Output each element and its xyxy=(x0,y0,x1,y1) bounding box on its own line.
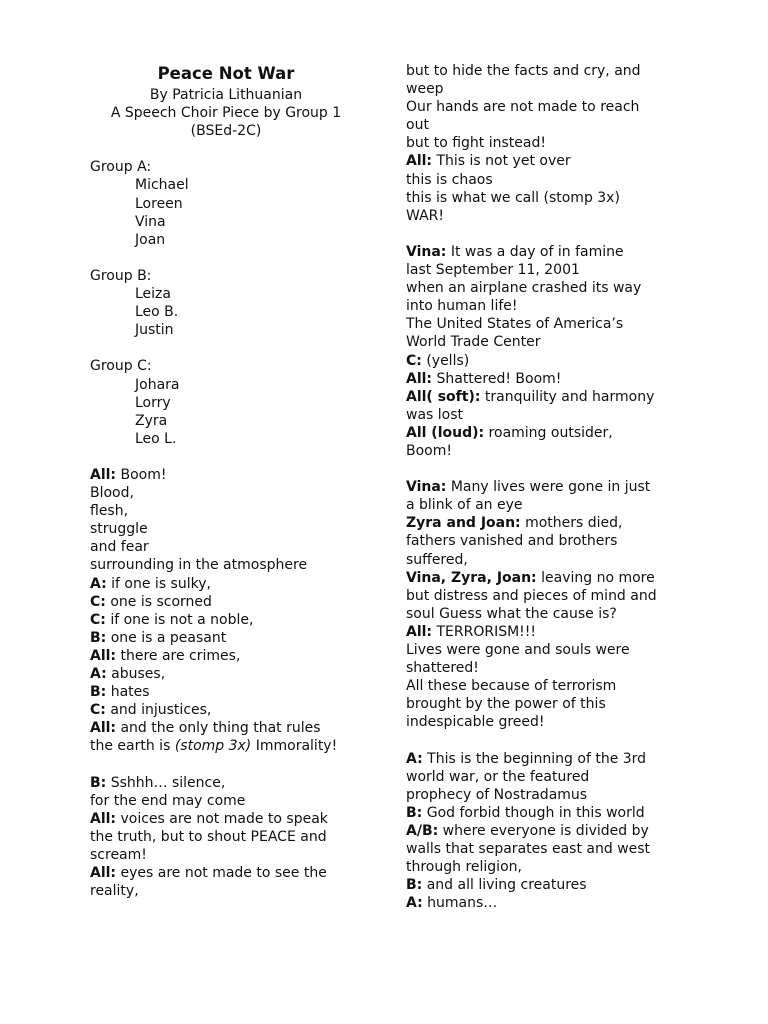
speaker-label: B: xyxy=(90,629,107,646)
line-text: the truth, but to shout PEACE and xyxy=(90,828,327,845)
script-line xyxy=(406,424,688,442)
left-script-block xyxy=(90,466,362,737)
document-title: Peace Not War xyxy=(157,64,295,83)
script-line xyxy=(406,388,688,406)
script-line xyxy=(90,538,362,556)
script-line xyxy=(406,496,688,514)
group-c-member: Lorry xyxy=(135,394,171,411)
script-line xyxy=(90,864,362,882)
script-line xyxy=(406,822,688,840)
speaker-label: B: xyxy=(406,804,423,821)
line-text: Boom! xyxy=(406,442,452,459)
script-line xyxy=(406,804,688,822)
script-line xyxy=(90,593,362,611)
script-line xyxy=(406,623,688,641)
group-c-member: Leo L. xyxy=(135,430,177,447)
script-line xyxy=(90,683,362,701)
script-line xyxy=(406,333,688,351)
line-text: World Trade Center xyxy=(406,334,541,351)
group-c-label: Group C: xyxy=(90,358,152,375)
line-text: but distress and pieces of mind and xyxy=(406,587,657,604)
script-line xyxy=(90,774,362,792)
line-text: out xyxy=(406,117,429,134)
text-run: the earth is xyxy=(90,738,175,755)
group-a-member: Michael xyxy=(135,177,189,194)
script-line xyxy=(406,677,688,695)
speaker-label: All: xyxy=(406,153,433,170)
script-line xyxy=(406,116,688,134)
line-text: when an airplane crashed its way xyxy=(406,280,642,297)
spacer xyxy=(90,448,362,466)
speaker-label: All: xyxy=(90,810,117,827)
group-b-member: Leiza xyxy=(135,286,171,303)
script-line xyxy=(406,152,688,170)
line-text: if one is sulky, xyxy=(106,575,211,592)
spacer xyxy=(406,225,688,243)
text-run: Immorality! xyxy=(251,738,338,755)
script-line xyxy=(90,882,362,900)
line-text: through religion, xyxy=(406,859,522,876)
line-text: It was a day of in famine xyxy=(446,243,624,260)
script-line xyxy=(406,370,688,388)
line-text: Blood, xyxy=(90,485,134,502)
line-text: and the only thing that rules xyxy=(116,720,321,737)
speaker-label: A/B: xyxy=(406,822,439,839)
line-text: God forbid though in this world xyxy=(422,804,645,821)
right-column xyxy=(406,62,688,912)
line-text: for the end may come xyxy=(90,792,246,809)
line-text: struggle xyxy=(90,521,148,538)
script-line xyxy=(90,629,362,647)
script-line xyxy=(90,665,362,683)
speaker-label: C: xyxy=(90,702,106,719)
line-text: and injustices, xyxy=(105,702,212,719)
line-text: This is not yet over xyxy=(432,153,571,170)
speaker-label: B: xyxy=(90,774,107,791)
script-line xyxy=(90,556,362,574)
line-text: shattered! xyxy=(406,660,479,677)
speaker-label: All: xyxy=(90,647,117,664)
line-text: where everyone is divided by xyxy=(438,822,649,839)
group-b-label: Group B: xyxy=(90,267,152,284)
script-line xyxy=(90,701,362,719)
script-line xyxy=(90,484,362,502)
script-line xyxy=(406,297,688,315)
script-line xyxy=(406,605,688,623)
speaker-label: All: xyxy=(406,370,433,387)
line-text: soul Guess what the cause is? xyxy=(406,605,617,622)
group-c-member: Johara xyxy=(135,376,180,393)
script-line xyxy=(406,243,688,261)
line-text: Boom! xyxy=(116,466,167,483)
line-text: tranquility and harmony xyxy=(480,388,655,405)
script-line xyxy=(90,575,362,593)
line-text: brought by the power of this xyxy=(406,696,606,713)
line-text: scream! xyxy=(90,846,147,863)
group-b-member: Leo B. xyxy=(135,304,179,321)
script-line xyxy=(406,641,688,659)
left-script-block-2 xyxy=(90,774,362,901)
script-line xyxy=(406,62,688,80)
script-line xyxy=(90,611,362,629)
script-line xyxy=(406,894,688,912)
script-line xyxy=(406,840,688,858)
script-line xyxy=(406,876,688,894)
script-line xyxy=(406,713,688,731)
script-line xyxy=(406,80,688,98)
script-line xyxy=(406,478,688,496)
line-text: walls that separates east and west xyxy=(406,841,651,858)
line-text: if one is not a noble, xyxy=(105,611,254,628)
script-line xyxy=(406,279,688,297)
line-text: humans… xyxy=(422,895,498,912)
spacer xyxy=(406,731,688,749)
group-a-label: Group A: xyxy=(90,159,152,176)
script-line xyxy=(90,520,362,538)
script-line xyxy=(406,750,688,768)
script-line xyxy=(406,442,688,460)
group-b-member: Justin xyxy=(135,322,174,339)
script-line xyxy=(406,768,688,786)
script-line xyxy=(406,695,688,713)
script-line xyxy=(90,737,362,755)
speaker-label: A: xyxy=(406,895,423,912)
spacer xyxy=(90,249,362,267)
speaker-label: All (loud): xyxy=(406,424,485,441)
line-text: leaving no more xyxy=(536,569,655,586)
script-line xyxy=(406,352,688,370)
line-text: Lives were gone and souls were xyxy=(406,642,630,658)
line-text: reality, xyxy=(90,883,139,900)
group-c-member: Zyra xyxy=(135,412,168,429)
speaker-label: C: xyxy=(90,611,106,628)
line-text: (yells) xyxy=(421,352,470,369)
line-text: The United States of America’s xyxy=(406,316,624,333)
line-text: and all living creatures xyxy=(422,877,587,894)
speaker-label: Zyra and Joan: xyxy=(406,515,521,532)
group-a-member: Loreen xyxy=(135,195,183,212)
line-text: prophecy of Nostradamus xyxy=(406,786,588,803)
subtitle-line: A Speech Choir Piece by Group 1 xyxy=(110,105,342,122)
line-text: Many lives were gone in just xyxy=(446,479,651,496)
line-text: eyes are not made to see the xyxy=(116,865,327,882)
script-line xyxy=(406,171,688,189)
script-line xyxy=(90,810,362,828)
script-line xyxy=(90,466,362,484)
speaker-label: All: xyxy=(90,865,117,882)
line-text: a blink of an eye xyxy=(406,497,523,514)
line-text: TERRORISM!!! xyxy=(432,623,537,640)
group-a-member: Vina xyxy=(135,213,166,230)
line-text: this is chaos xyxy=(406,171,493,188)
line-text: last September 11, 2001 xyxy=(406,262,580,279)
line-text: there are crimes, xyxy=(116,647,241,664)
script-line xyxy=(90,719,362,737)
spacer xyxy=(406,460,688,478)
speaker-label: Vina, Zyra, Joan: xyxy=(406,569,537,586)
speaker-label: C: xyxy=(406,352,422,369)
line-text: one is a peasant xyxy=(106,629,227,646)
line-text: Sshhh… silence, xyxy=(106,774,226,791)
speaker-label: All: xyxy=(406,623,433,640)
line-text: was lost xyxy=(406,406,464,423)
line-text: abuses, xyxy=(106,666,166,682)
script-line xyxy=(90,828,362,846)
script-line xyxy=(406,207,688,225)
speaker-label: Vina: xyxy=(406,479,447,496)
line-text: weep xyxy=(406,81,444,98)
author-line: By Patricia Lithuanian xyxy=(149,87,303,103)
script-line xyxy=(406,134,688,152)
script-line xyxy=(406,858,688,876)
script-line xyxy=(406,532,688,550)
line-text: fathers vanished and brothers xyxy=(406,533,618,550)
script-line xyxy=(90,502,362,520)
script-line xyxy=(406,514,688,532)
line-text: this is what we call (stomp 3x) xyxy=(406,189,620,206)
line-text: Our hands are not made to reach xyxy=(406,99,640,116)
spacer xyxy=(90,339,362,357)
line-text: roaming outsider, xyxy=(484,424,613,441)
right-script-block xyxy=(406,62,688,912)
line-text: voices are not made to speak xyxy=(116,810,328,827)
line-text: Shattered! Boom! xyxy=(432,370,562,387)
script-line xyxy=(90,792,362,810)
spacer xyxy=(90,755,362,773)
spacer xyxy=(90,140,362,158)
script-line xyxy=(406,569,688,587)
line-text: one is scorned xyxy=(105,593,212,610)
speaker-label: Vina: xyxy=(406,243,447,260)
script-line xyxy=(406,659,688,677)
line-text: flesh, xyxy=(90,503,129,520)
group-a-member: Joan xyxy=(135,231,166,248)
speaker-label: All: xyxy=(90,466,117,483)
line-text: All these because of terrorism xyxy=(406,678,617,695)
section-line: (BSEd-2C) xyxy=(190,123,262,140)
line-text: suffered, xyxy=(406,551,468,568)
stage-direction: (stomp 3x) xyxy=(174,738,252,755)
line-text: hates xyxy=(106,684,150,701)
script-line xyxy=(406,98,688,116)
speaker-label: B: xyxy=(406,877,423,894)
script-line xyxy=(406,261,688,279)
script-line xyxy=(90,846,362,864)
line-text: world war, or the featured xyxy=(406,768,590,785)
script-line xyxy=(406,406,688,424)
line-text: but to hide the facts and cry, and xyxy=(406,63,641,79)
speaker-label: All: xyxy=(90,720,117,737)
line-text: into human life! xyxy=(406,298,518,315)
script-line xyxy=(90,647,362,665)
speaker-label: C: xyxy=(90,593,106,610)
speaker-label: A: xyxy=(90,575,107,592)
speaker-label: All( soft): xyxy=(406,388,481,405)
line-text: indespicable greed! xyxy=(406,714,545,731)
line-text: surrounding in the atmosphere xyxy=(90,557,308,574)
script-line xyxy=(406,786,688,804)
speaker-label: B: xyxy=(90,684,107,701)
line-text: mothers died, xyxy=(520,515,623,532)
script-line xyxy=(406,315,688,333)
line-text: and fear xyxy=(90,539,149,556)
line-text: but to fight instead! xyxy=(406,135,546,152)
line-text: This is the beginning of the 3rd xyxy=(422,750,647,767)
speaker-label: A: xyxy=(90,666,107,682)
line-text: WAR! xyxy=(406,207,444,224)
left-column xyxy=(90,62,362,900)
script-line xyxy=(406,189,688,207)
speaker-label: A: xyxy=(406,750,423,767)
script-line xyxy=(406,587,688,605)
script-line xyxy=(406,551,688,569)
